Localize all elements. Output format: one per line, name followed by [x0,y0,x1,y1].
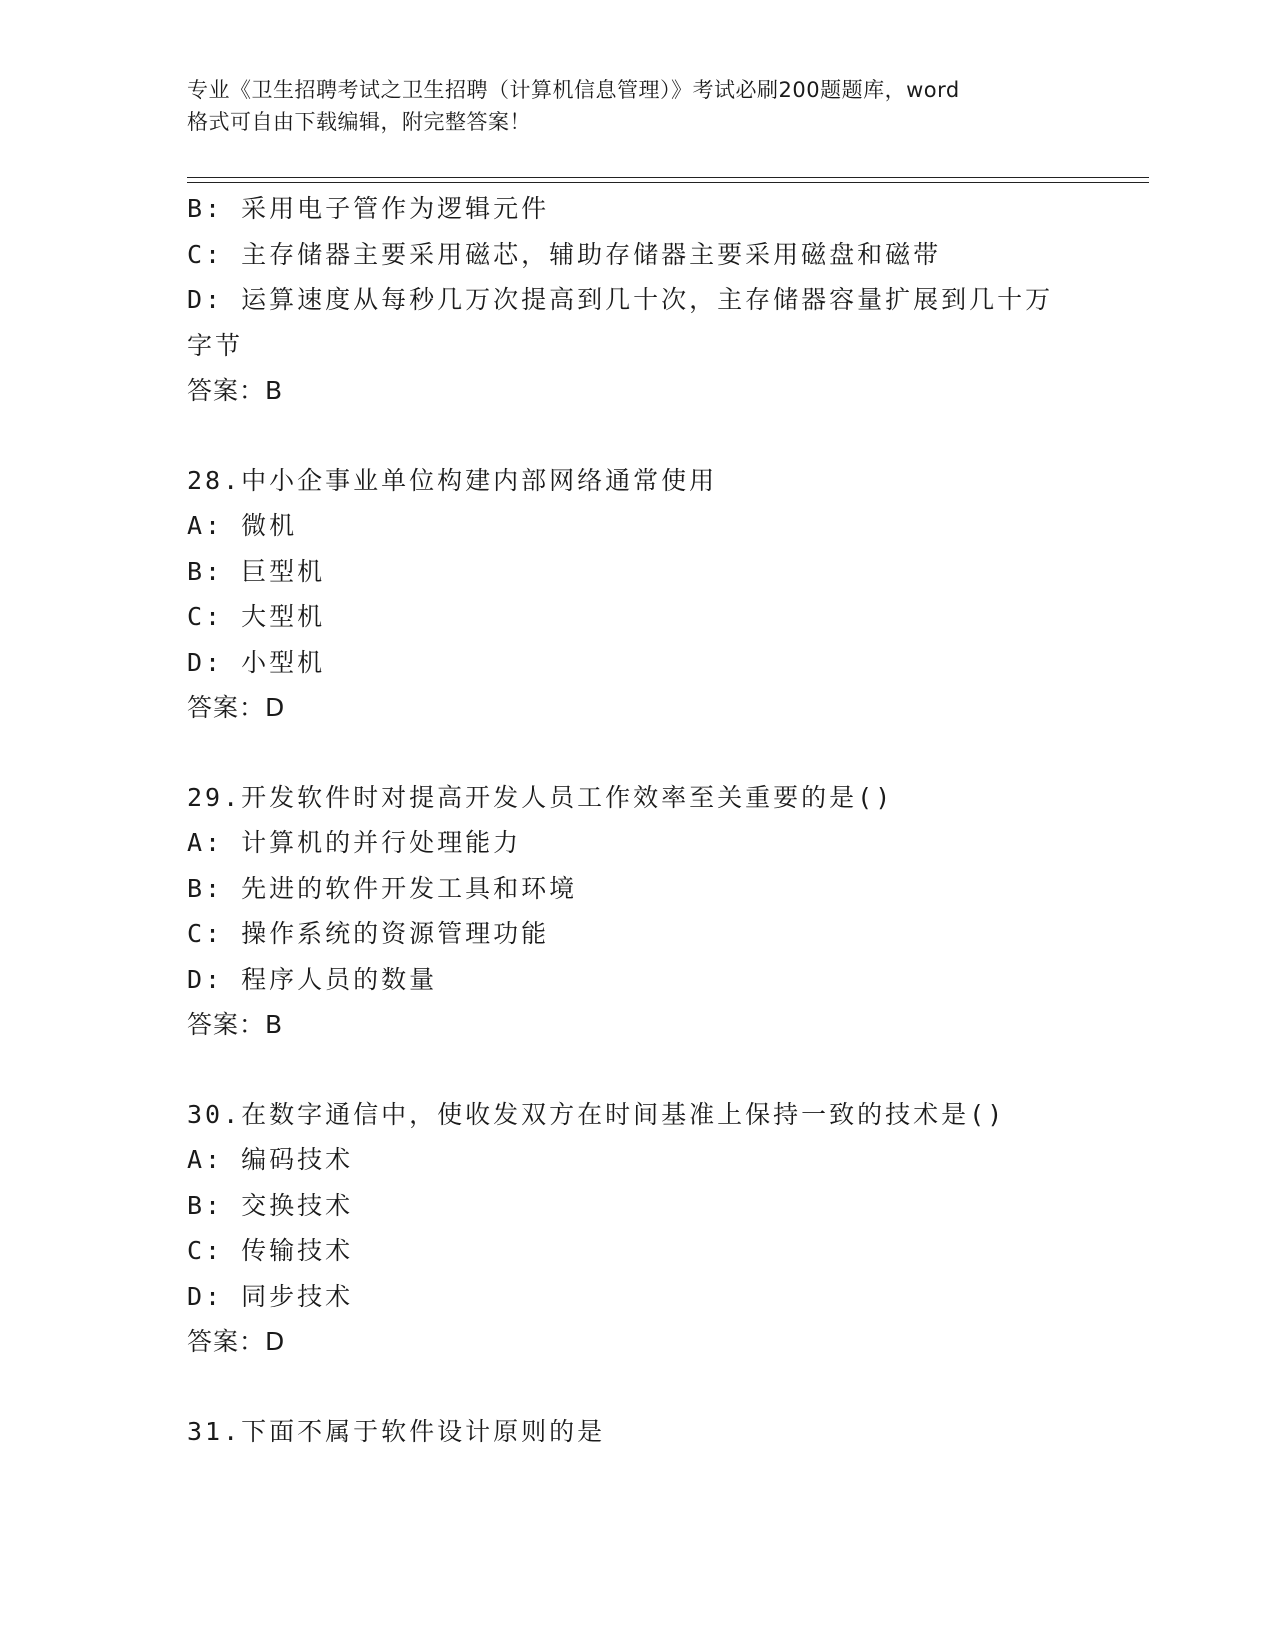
q30-answer: 答案：D [187,1327,286,1356]
question-30-block [187,1092,1087,1365]
q29-option-a: A: 计算机的并行处理能力 [187,828,522,857]
q29-answer: 答案：B [187,1010,284,1039]
q27-answer: 答案：B [187,376,284,405]
header-title-line-1: 专业《卫生招聘考试之卫生招聘（计算机信息管理）》考试必刷200题题库，word [187,78,960,102]
question-list [187,186,1087,1454]
header-divider-bottom [187,182,1149,183]
q30-option-d: D: 同步技术 [187,1281,354,1311]
q30-question: 30.在数字通信中，使收发双方在时间基准上保持一致的技术是() [187,1099,1006,1129]
q27-option-d-line-2: 字节 [187,330,244,360]
q27-option-b: B: 采用电子管作为逻辑元件 [187,194,550,223]
spacer [187,731,1087,775]
question-31-block [187,1409,1087,1455]
q30-option-a: A: 编码技术 [187,1145,354,1174]
q29-option-d: D: 程序人员的数量 [187,964,438,994]
spacer [187,1365,1087,1409]
q28-option-b: B: 巨型机 [187,556,326,586]
question-29-block [187,775,1087,1048]
q28-answer: 答案：D [187,693,286,722]
q31-question: 31.下面不属于软件设计原则的是 [187,1416,606,1446]
q28-option-a: A: 微机 [187,511,298,540]
header-title-line-2: 格式可自由下载编辑，附完整答案！ [187,110,531,134]
spacer [187,414,1087,458]
spacer [187,1048,1087,1092]
q29-option-c: C: 操作系统的资源管理功能 [187,919,550,948]
q30-option-c: C: 传输技术 [187,1236,354,1265]
question-27-block [187,186,1087,414]
q29-option-b: B: 先进的软件开发工具和环境 [187,873,578,903]
q29-question: 29.开发软件时对提高开发人员工作效率至关重要的是() [187,782,894,812]
q27-option-d-line-1: D: 运算速度从每秒几万次提高到几十次，主存储器容量扩展到几十万 [187,285,1054,314]
q28-question: 28.中小企事业单位构建内部网络通常使用 [187,465,718,495]
q27-option-c: C: 主存储器主要采用磁芯，辅助存储器主要采用磁盘和磁带 [187,239,942,269]
question-28-block [187,458,1087,731]
q28-option-c: C: 大型机 [187,602,326,631]
q28-option-d: D: 小型机 [187,647,326,677]
q30-option-b: B: 交换技术 [187,1190,354,1220]
header-divider-top [187,177,1149,178]
document-header [187,74,1087,138]
